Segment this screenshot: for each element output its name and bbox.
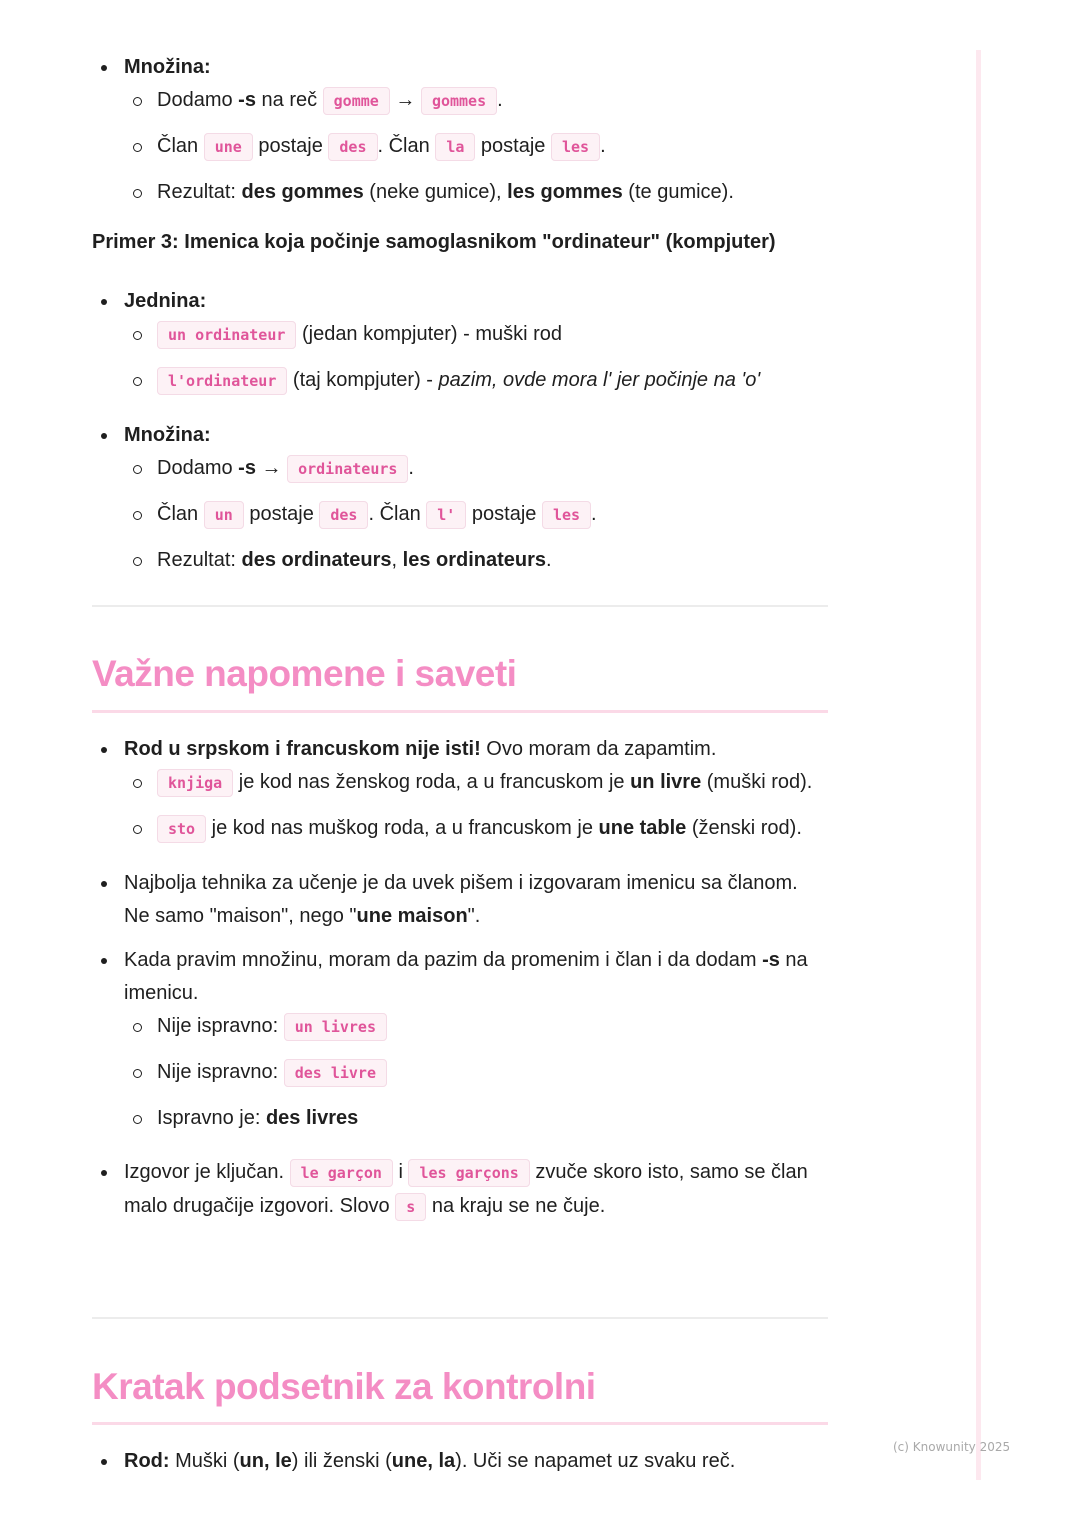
- text-fragment: (jedan kompjuter) - muški rod: [296, 323, 563, 345]
- text-fragment: Ispravno je:: [157, 1107, 266, 1129]
- text-fragment: .: [546, 549, 552, 571]
- text-fragment: Rezultat:: [157, 181, 242, 203]
- text-fragment: je kod nas ženskog roda, a u francuskom je: [233, 771, 631, 793]
- code-snippet: l'ordinateur: [157, 367, 287, 395]
- text-fragment: les ordinateurs: [402, 549, 547, 571]
- text-fragment: . Član: [368, 503, 427, 525]
- list-item: [92, 944, 828, 1135]
- plural-block-2: [92, 419, 828, 577]
- list-item: [124, 364, 828, 398]
- code-snippet: l': [426, 501, 466, 529]
- list-item: [124, 452, 828, 486]
- text-fragment: Rod u srpskom i francuskom nije isti!: [124, 738, 481, 760]
- text-fragment: (neke gumice),: [363, 181, 508, 203]
- list-heading: Množina:: [124, 424, 211, 446]
- list-item: [92, 1156, 828, 1224]
- text-fragment: -s: [762, 949, 780, 971]
- text-fragment: →: [395, 89, 416, 111]
- list-item: [124, 176, 828, 209]
- list-item: [124, 498, 828, 532]
- text-fragment: ,: [391, 549, 403, 571]
- text-fragment: Nije ispravno:: [157, 1015, 284, 1037]
- code-snippet: les garçons: [408, 1159, 529, 1187]
- text-fragment: Rezultat:: [157, 549, 242, 571]
- text-fragment: (ženski rod).: [686, 817, 802, 839]
- code-snippet: gomme: [323, 87, 390, 115]
- text-fragment: Nije ispravno:: [157, 1061, 284, 1083]
- code-snippet: une: [204, 133, 253, 161]
- section-heading: Važne napomene i saveti: [92, 653, 517, 694]
- text-fragment: na kraju se ne čuje.: [426, 1195, 606, 1217]
- text-fragment: .: [497, 89, 503, 111]
- list-item: [124, 812, 828, 846]
- text-fragment: je kod nas muškog roda, a u francuskom je: [206, 817, 599, 839]
- heading-underline: [92, 710, 828, 713]
- text-fragment: une table: [598, 817, 687, 839]
- text-fragment: une, la: [391, 1450, 456, 1472]
- text-fragment: les gommes: [507, 181, 623, 203]
- plural-block-1: [92, 51, 828, 209]
- code-snippet: des: [319, 501, 368, 529]
- list-item: [92, 419, 828, 577]
- code-snippet: les: [542, 501, 591, 529]
- text-fragment: des ordinateurs: [241, 549, 392, 571]
- list-item: [124, 544, 828, 577]
- text-fragment: .: [408, 457, 414, 479]
- text-fragment: -s: [238, 457, 256, 479]
- text-fragment: un livre: [630, 771, 702, 793]
- text-fragment: postaje: [243, 503, 320, 525]
- list-item: [124, 1010, 828, 1044]
- list-heading: Množina:: [124, 56, 211, 78]
- text-fragment: postaje: [475, 135, 551, 157]
- reminder-list: [92, 1445, 828, 1478]
- text-fragment: na reč: [255, 89, 323, 111]
- text-fragment: Član: [157, 135, 204, 157]
- code-snippet: sto: [157, 815, 206, 843]
- code-snippet: un livres: [284, 1013, 387, 1041]
- text-fragment: Ovo moram da zapamtim.: [480, 738, 717, 760]
- text-fragment: postaje: [466, 503, 542, 525]
- singular-block: [92, 285, 828, 398]
- text-fragment: i: [392, 1161, 409, 1183]
- text-fragment: Muški (: [169, 1450, 240, 1472]
- text-fragment: na imenicu.: [124, 949, 808, 1004]
- code-snippet: un: [204, 501, 244, 529]
- list-heading: Jednina:: [124, 290, 207, 312]
- code-snippet: le garçon: [290, 1159, 393, 1187]
- divider: [92, 605, 828, 607]
- text-fragment: ) ili ženski (: [291, 1450, 392, 1472]
- text-fragment: Izgovor je ključan.: [124, 1161, 290, 1183]
- list-item: [124, 84, 828, 118]
- tips-list: [92, 733, 828, 1224]
- text-fragment: (taj kompjuter) -: [287, 369, 439, 391]
- list-item: [124, 130, 828, 164]
- text-fragment: →: [255, 457, 288, 479]
- text-fragment: ). Uči se napamet uz svaku reč.: [455, 1450, 736, 1472]
- text-fragment: Najbolja tehnika za učenje je da uvek pišem i izgovaram imenicu sa članom. Ne samo "maison", nego ": [124, 872, 798, 927]
- code-snippet: les: [551, 133, 600, 161]
- text-fragment: zvuče skoro isto, samo se član malo drugačije izgovori. Slovo: [124, 1161, 808, 1217]
- example-heading: Primer 3: Imenica koja počinje samoglasnikom "ordinateur" (kompjuter): [92, 231, 776, 253]
- text-fragment: .: [600, 135, 606, 157]
- text-fragment: (muški rod).: [701, 771, 813, 793]
- code-snippet: gommes: [421, 87, 497, 115]
- code-snippet: un ordinateur: [157, 321, 296, 349]
- list-item: [92, 1445, 828, 1478]
- list-item: [92, 867, 828, 933]
- list-item: [92, 51, 828, 209]
- list-item: [124, 318, 828, 352]
- code-snippet: ordinateurs: [287, 455, 408, 483]
- text-fragment: . Član: [377, 135, 436, 157]
- code-snippet: knjiga: [157, 769, 233, 797]
- section-heading: Kratak podsetnik za kontrolni: [92, 1366, 596, 1407]
- text-fragment: des gommes: [241, 181, 364, 203]
- text-fragment: Član: [157, 503, 204, 525]
- text-fragment: des livres: [265, 1107, 359, 1129]
- text-fragment: ".: [467, 905, 481, 927]
- heading-underline: [92, 1422, 828, 1425]
- code-snippet: la: [435, 133, 475, 161]
- list-item: [124, 1102, 828, 1135]
- list-item: [92, 285, 828, 398]
- text-fragment: .: [591, 503, 597, 525]
- text-fragment: Rod:: [124, 1450, 170, 1472]
- text-fragment: un, le: [239, 1450, 292, 1472]
- text-fragment: Dodamo: [157, 89, 239, 111]
- text-fragment: postaje: [252, 135, 329, 157]
- text-fragment: (te gumice).: [622, 181, 734, 203]
- watermark: (c) Knowunity 2025: [893, 1440, 1011, 1454]
- code-snippet: des livre: [284, 1059, 387, 1087]
- code-snippet: des: [328, 133, 377, 161]
- text-fragment: -s: [238, 89, 256, 111]
- list-item: [124, 1056, 828, 1090]
- text-fragment: pazim, ovde mora l' jer počinje na 'o': [438, 369, 761, 391]
- divider: [92, 1317, 828, 1319]
- code-snippet: s: [395, 1193, 426, 1221]
- right-margin-rule: [976, 50, 981, 1480]
- list-item: [92, 733, 828, 846]
- text-fragment: Kada pravim množinu, moram da pazim da promenim i član i da dodam: [124, 949, 763, 971]
- text-fragment: Dodamo: [157, 457, 239, 479]
- text-fragment: une maison: [356, 905, 468, 927]
- list-item: [124, 766, 828, 800]
